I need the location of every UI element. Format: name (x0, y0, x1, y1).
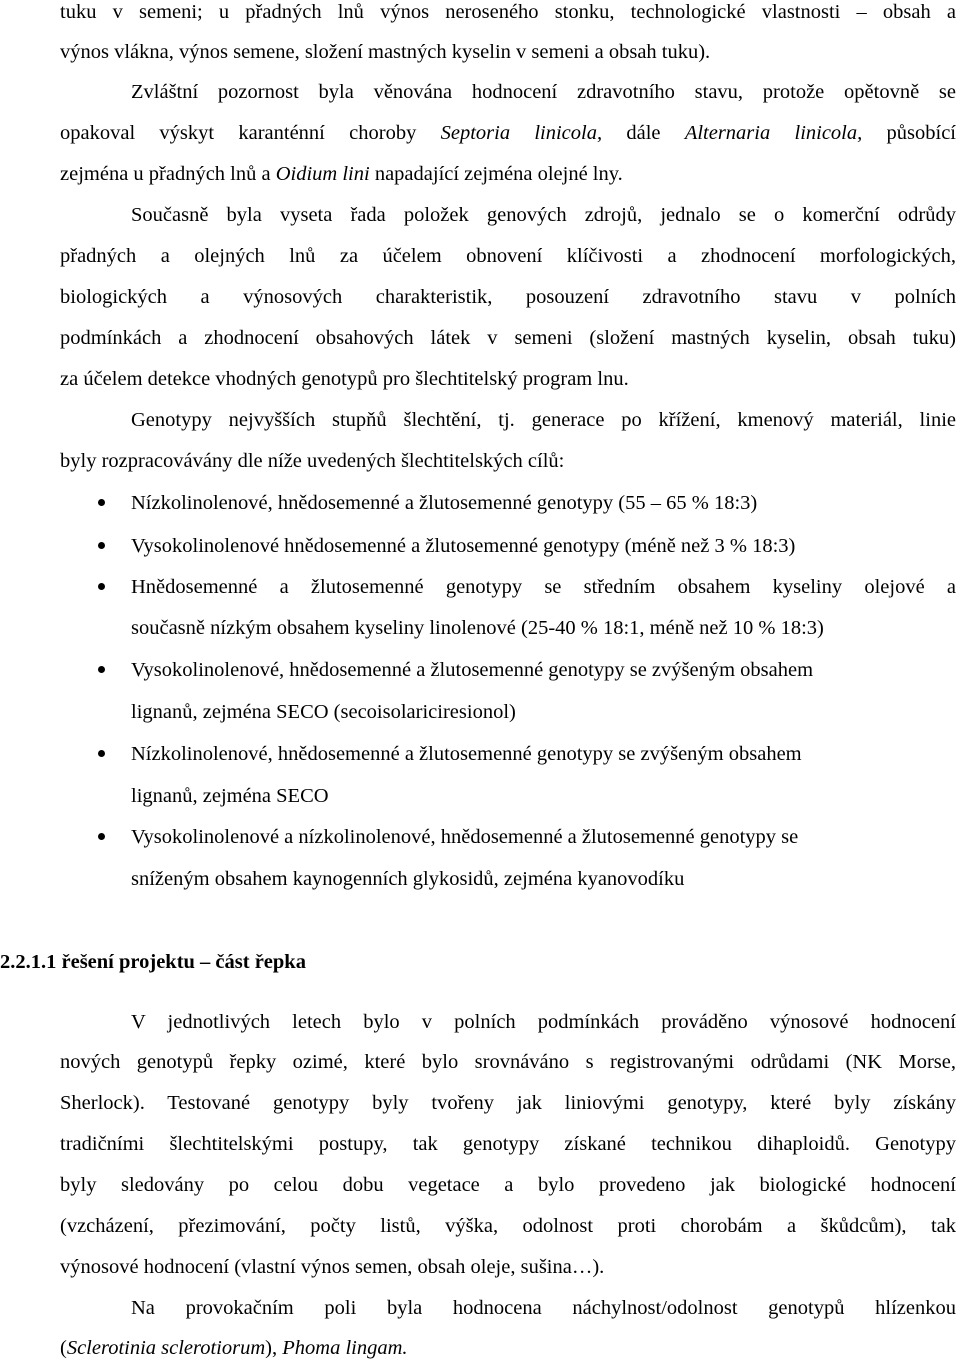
bullet-icon (98, 583, 105, 590)
intro-text: působící (862, 122, 957, 144)
section-heading: 2.2.1.1 řešení projektu – část řepka (0, 951, 306, 973)
para4-line-1: V jednotlivých letech bylo v polních podmínkách prováděno výnosové hodnocení (131, 1011, 956, 1033)
para3-line-2: byly rozpracovávány dle níže uvedených šlechtitelských cílů: (60, 450, 565, 472)
bullet-icon (98, 499, 105, 506)
bullet-4-line-1: Vysokolinolenové, hnědosemenné a žlutosemenné genotypy se zvýšeným obsahem (131, 659, 814, 681)
intro-line-2: výnos vlákna, výnos semene, složení mastných kyselin v semeni a obsah tuku). (60, 41, 711, 63)
pathogen-oidium: Oidium lini (275, 163, 370, 185)
paren-close: ), (265, 1337, 283, 1359)
bullet-6-line-1: Vysokolinolenové a nízkolinolenové, hnědosemenné a žlutosemenné genotypy se (131, 826, 799, 848)
para4-line-5: byly sledovány po celou dobu vegetace a bylo provedeno jak biologické hodnocení (60, 1174, 956, 1196)
para5-line-2 (60, 1336, 408, 1360)
intro-line-3: Zvláštní pozornost byla věnována hodnocení zdravotního stavu, protože opětovně se (131, 81, 956, 103)
para3-line-1: Genotypy nejvyšších stupňů šlechtění, tj. generace po křížení, kmenový materiál, linie (131, 409, 956, 431)
bullet-4-line-2: lignanů, zejména SECO (secoisolariciresionol) (131, 701, 516, 723)
bullet-5-line-1: Nízkolinolenové, hnědosemenné a žlutosemenné genotypy se zvýšeným obsahem (131, 743, 802, 765)
bullet-3-line-1: Hnědosemenné a žlutosemenné genotypy se středním obsahem kyseliny olejové a (131, 576, 956, 598)
pathogen-phoma: Phoma lingam. (282, 1337, 408, 1359)
pathogen-alternaria: Alternaria linicola, (684, 122, 863, 144)
para4-line-7: výnosové hodnocení (vlastní výnos semen, obsah oleje, sušina…). (60, 1256, 605, 1278)
bullet-icon (98, 833, 105, 840)
intro-line-5 (60, 162, 623, 186)
para4-line-4: tradičními šlechtitelskými postupy, tak genotypy získané technikou dihaploidů. Genotypy (60, 1133, 956, 1155)
para2-line-5: za účelem detekce vhodných genotypů pro šlechtitelský program lnu. (60, 368, 629, 390)
bullet-2-line-1: Vysokolinolenové hnědosemenné a žlutosemenné genotypy (méně než 3 % 18:3) (131, 535, 796, 557)
para4-line-6: (vzcházení, přezimování, počty listů, výška, odolnost proti chorobám a škůdcům), tak (60, 1215, 956, 1237)
pathogen-septoria: Septoria linicola, (440, 122, 603, 144)
bullet-1-line-1: Nízkolinolenové, hnědosemenné a žlutosemenné genotypy (55 – 65 % 18:3) (131, 492, 758, 514)
bullet-icon (98, 750, 105, 757)
intro-text: opakoval výskyt karanténní choroby (60, 122, 441, 144)
para2-line-4: podmínkách a zhodnocení obsahových látek v semeni (složení mastných kyselin, obsah tuku) (60, 327, 956, 349)
para5-line-1: Na provokačním poli byla hodnocena náchylnost/odolnost genotypů hlízenkou (131, 1297, 956, 1319)
intro-text: dále (602, 122, 685, 144)
para2-line-2: přadných a olejných lnů za účelem obnovení klíčivosti a zhodnocení morfologických, (60, 245, 956, 267)
para2-line-3: biologických a výnosových charakteristik, posouzení zdravotního stavu v polních (60, 286, 956, 308)
intro-text: napadající zejména olejné lny. (369, 163, 623, 185)
bullet-icon (98, 542, 105, 549)
para4-line-3: Sherlock). Testované genotypy byly tvořeny jak liniovými genotypy, které byly získány (60, 1092, 956, 1114)
intro-text: zejména u přadných lnů a (60, 163, 276, 185)
bullet-3-line-2: současně nízkým obsahem kyseliny linolenové (25-40 % 18:1, méně než 10 % 18:3) (131, 617, 824, 639)
pathogen-sclerotinia: Sclerotinia sclerotiorum (66, 1337, 266, 1359)
paren-open: ( (60, 1337, 67, 1359)
bullet-icon (98, 666, 105, 673)
bullet-5-line-2: lignanů, zejména SECO (131, 785, 329, 807)
intro-line-4 (60, 121, 956, 145)
bullet-6-line-2: sníženým obsahem kaynogenních glykosidů, zejména kyanovodíku (131, 868, 685, 890)
intro-line-1: tuku v semeni; u přadných lnů výnos neroseného stonku, technologické vlastnosti – obsah a (60, 1, 956, 23)
para4-line-2: nových genotypů řepky ozimé, které bylo srovnáváno s registrovanými odrůdami (NK Morse, (60, 1051, 956, 1073)
para2-line-1: Současně byla vyseta řada položek genových zdrojů, jednalo se o komerční odrůdy (131, 204, 956, 226)
